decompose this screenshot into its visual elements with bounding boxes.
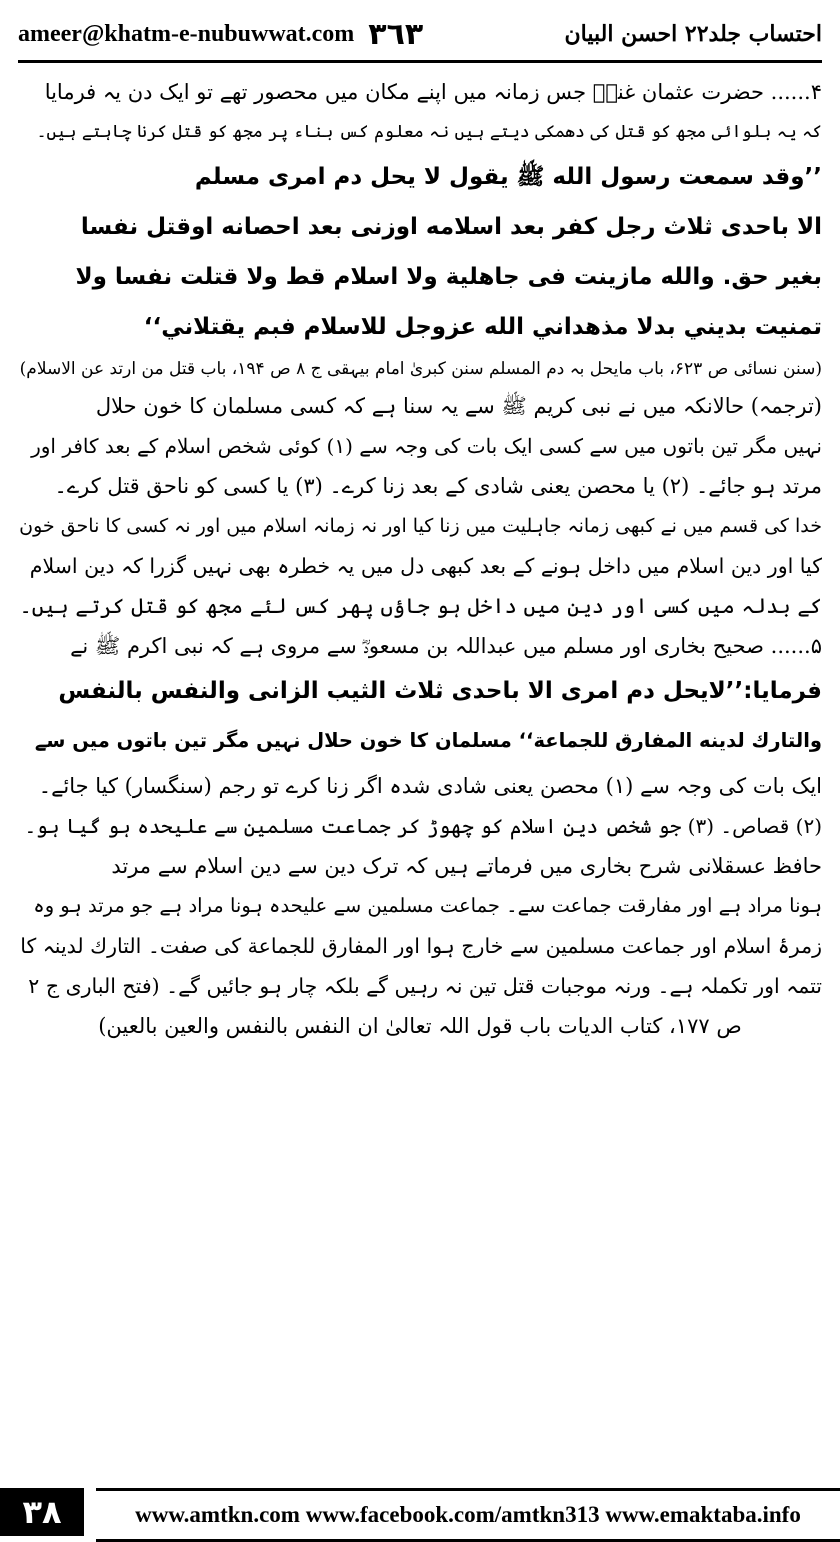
body-line: ایک بات کی وجہ سے (۱) محصن یعنی شادی شدہ اگر زنا کرے تو رجم (سنگسار) کیا جائے۔ — [38, 774, 822, 798]
arabic-quote-line: بغير حق. والله مازينت فى جاهلية ولا اسلام قط ولا قتلت نفسا ولا — [75, 264, 822, 290]
body-line: حافظ عسقلانی شرح بخاری میں فرماتے ہیں کہ ترک دین سے دین اسلام سے مرتد — [111, 854, 822, 878]
citation-line: ص ۱۷۷، کتاب الدیات باب قول اللہ تعالیٰ ان النفس بالنفس والعین بالعین) — [98, 1014, 742, 1038]
header-page-number: ٣٦٣ — [368, 16, 424, 52]
footer-page-number: ٣٨ — [0, 1488, 84, 1536]
body-line: تتمہ اور تکملہ ہے۔ ورنہ موجبات قتل تین نہ رہیں گے بلکہ چار ہو جائیں گے۔ (فتح الباری ج ۲ — [28, 974, 822, 998]
body-line: خدا کی قسم میں نے کبھی زمانہ جاہلیت میں زنا کیا اور نہ زمانہ اسلام میں اور نہ کسی کا ناحق خون — [19, 515, 822, 537]
page-body — [18, 72, 822, 1046]
header-left — [18, 17, 423, 52]
arabic-quote-line: فرمایا:’’لايحل دم امرى الا باحدى ثلاث الثيب الزانى والنفس بالنفس — [58, 678, 822, 704]
arabic-quote-line: تمنيت بديني بدلا مذهداني الله عزوجل للاسلام فبم يقتلاني‘‘ — [143, 314, 822, 340]
body-line: کیا اور دین اسلام میں داخل ہونے کے بعد کبھی دل میں یہ خطرہ بھی نہیں گزرا کہ دین اسلام — [29, 554, 822, 578]
body-line: (۲) قصاص۔ (۳) جو شخص دین اسلام کو چھوڑ کر جماعت مسلمین سے علیحدہ ہو گیا ہو۔ — [24, 814, 822, 838]
page-header — [18, 10, 822, 58]
arabic-quote-line: والتارك لدينه المفارق للجماعة‘‘ مسلمان کا خون حلال نہیں مگر تین باتوں میں سے — [34, 729, 822, 752]
body-line: ہونا مراد ہے اور مفارقت جماعت سے۔ جماعت مسلمین سے علیحدہ ہونا مراد ہے جو مرتد ہو وہ — [33, 894, 822, 917]
body-line: ۴...... حضرت عثمان غنیؓ جس زمانہ میں اپنے مکان میں محصور تھے تو ایک دن یہ فرمایا — [44, 80, 822, 104]
body-line: (ترجمہ) حالانکہ میں نے نبی کریم ﷺ سے یہ سنا ہے کہ کسی مسلمان کا خون حلال — [95, 394, 822, 418]
body-line: زمرۂ اسلام اور جماعت مسلمین سے خارج ہوا اور المفارق للجماعة کی صفت۔ التارك لدینہ کا — [20, 934, 822, 958]
page-footer — [0, 1486, 840, 1540]
header-email: ameer@khatm-e-nubuwwat.com — [18, 20, 355, 47]
body-line: کہ یہ بلوائی مجھ کو قتل کی دھمکی دیتے ہیں نہ معلوم کس بناء پر مجھ کو قتل کرنا چاہتے ہیں۔ — [36, 122, 822, 142]
body-line: کے بدلہ میں کسی اور دین میں داخل ہو جاؤں پھر کس لئے مجھ کو قتل کرتے ہیں۔ — [19, 594, 822, 618]
header-rule — [18, 60, 822, 63]
arabic-quote-line: الا باحدى ثلاث رجل كفر بعد اسلامه اوزنى بعد احصانه اوقتل نفسا — [80, 214, 822, 240]
body-line: نہیں مگر تین باتوں میں سے کسی ایک بات کی وجہ سے (۱) کوئی شخص اسلام کے بعد کافر اور — [31, 434, 822, 458]
book-title: احتساب جلد٢٢ احسن البیان — [564, 21, 822, 47]
body-line: ۵...... صحیح بخاری اور مسلم میں عبداللہ بن مسعودؓ سے مروی ہے کہ نبی اکرم ﷺ نے — [70, 634, 822, 658]
footer-links[interactable]: www.amtkn.com www.facebook.com/amtkn313 www.emaktaba.info — [96, 1488, 840, 1542]
arabic-quote-line: ’’وقد سمعت رسول الله ﷺ يقول لا يحل دم امرى مسلم — [194, 164, 822, 190]
body-line: مرتد ہو جائے۔ (۲) یا محصن یعنی شادی کے بعد زنا کرے۔ (۳) یا کسی کو ناحق قتل کرے۔ — [54, 474, 822, 498]
reference-line: (سنن نسائی ص ۶۲۳، باب مایحل بہ دم المسلم سنن کبریٰ امام بیہقی ج ۸ ص ۱۹۴، باب قتل من ارتد عن الاسلام) — [19, 359, 822, 379]
